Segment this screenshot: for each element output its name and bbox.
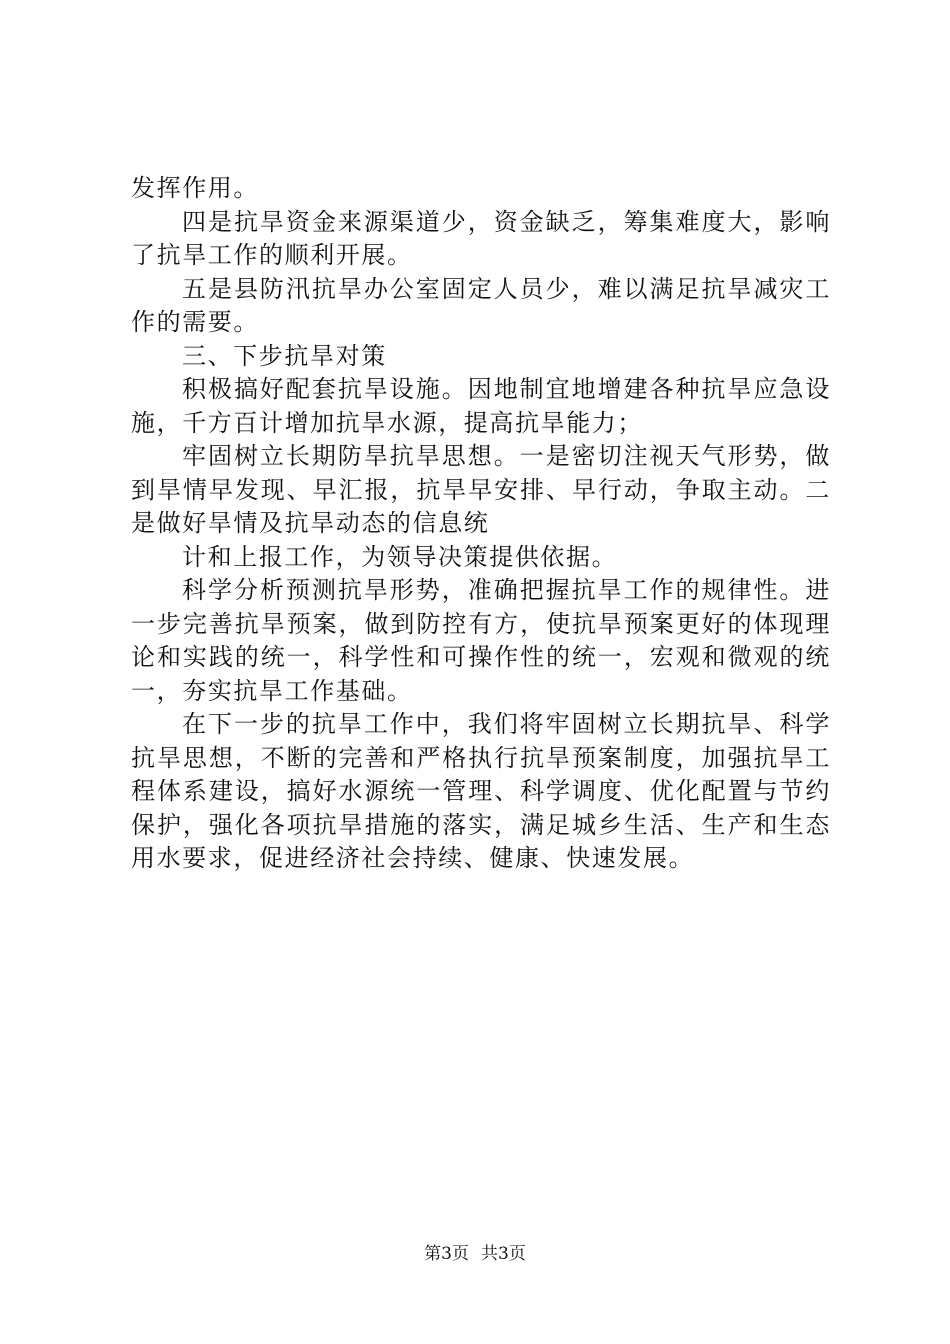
document-body: [131, 172, 831, 876]
page-total: 共3页: [481, 1244, 526, 1264]
paragraph-2: 四是抗旱资金来源渠道少，资金缺乏，筹集难度大，影响了抗旱工作的顺利开展。: [131, 207, 831, 269]
paragraph-5: 牢固树立长期防旱抗旱思想。一是密切注视天气形势，做到旱情早发现、早汇报，抗旱早安排、早行动，争取主动。二是做好旱情及抗旱动态的信息统: [131, 442, 831, 537]
page-number: 第3页: [424, 1244, 469, 1264]
paragraph-1: 发挥作用。: [131, 174, 259, 202]
section-heading: 三、下步抗旱对策: [182, 341, 387, 370]
paragraph-7: 科学分析预测抗旱形势，准确把握抗旱工作的规律性。进一步完善抗旱预案，做到防控有方，使抗旱预案更好的体现理论和实践的统一，科学性和可操作性的统一，宏观和微观的统一，夯实抗旱工作基础。: [131, 576, 831, 705]
paragraph-8: 在下一步的抗旱工作中，我们将牢固树立长期抗旱、科学抗旱思想，不断的完善和严格执行抗旱预案制度，加强抗旱工程体系建设，搞好水源统一管理、科学调度、优化配置与节约保护，强化各项抗旱措施的落实，满足城乡生活、生产和生态用水要求，促进经济社会持续、健康、快速发展。: [131, 710, 831, 872]
paragraph-3: 五是县防汛抗旱办公室固定人员少，难以满足抗旱减灾工作的需要。: [131, 274, 831, 336]
paragraph-6: 计和上报工作，为领导决策提供依据。: [182, 542, 618, 571]
page-footer: [0, 1243, 950, 1265]
paragraph-4: 积极搞好配套抗旱设施。因地制宜地增建各种抗旱应急设施，千方百计增加抗旱水源，提高抗旱能力；: [131, 375, 831, 437]
